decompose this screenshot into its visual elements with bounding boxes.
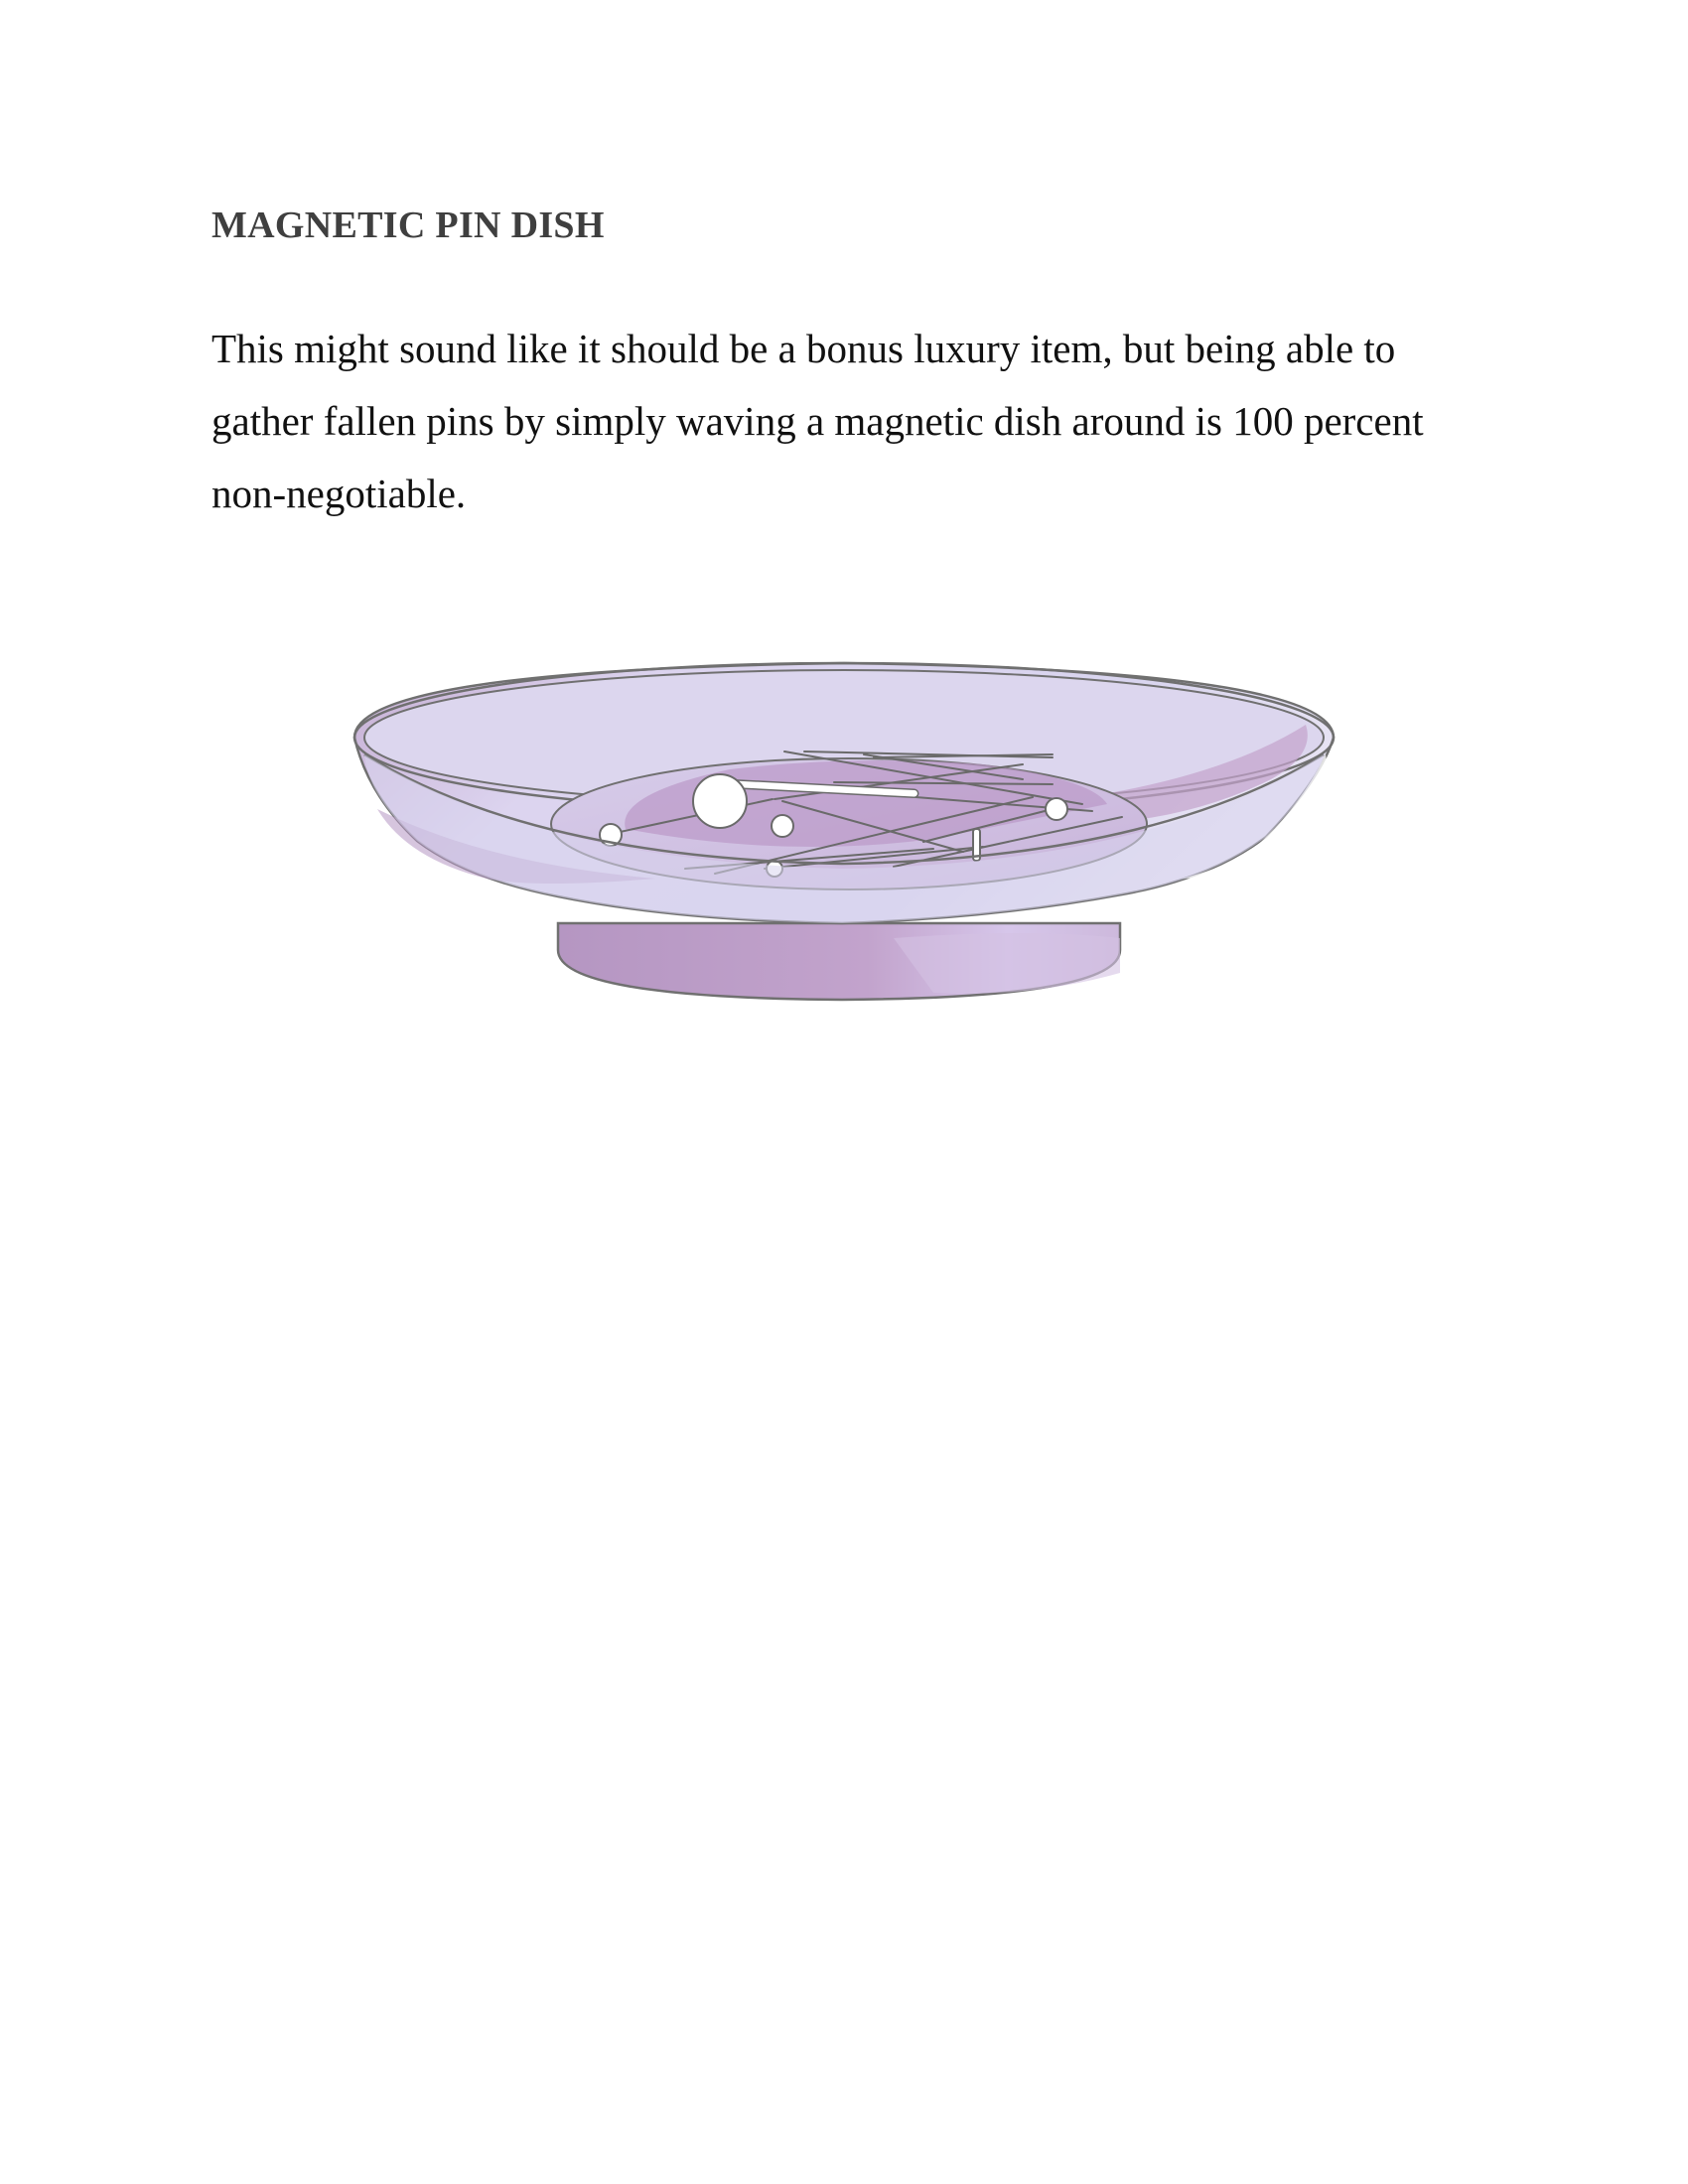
body-paragraph <box>211 313 1502 530</box>
paragraph-line-3: non-negotiable. <box>211 471 467 516</box>
paragraph-line-1: This might sound like it should be a bonus luxury item, but being able to <box>211 326 1396 371</box>
magnetic-pin-dish-illustration <box>338 581 1350 1037</box>
section-heading: MAGNETIC PIN DISH <box>211 205 605 246</box>
dish-base <box>558 923 1120 1000</box>
paragraph-line-2: gather fallen pins by simply waving a magnetic dish around is 100 percent <box>211 398 1424 444</box>
